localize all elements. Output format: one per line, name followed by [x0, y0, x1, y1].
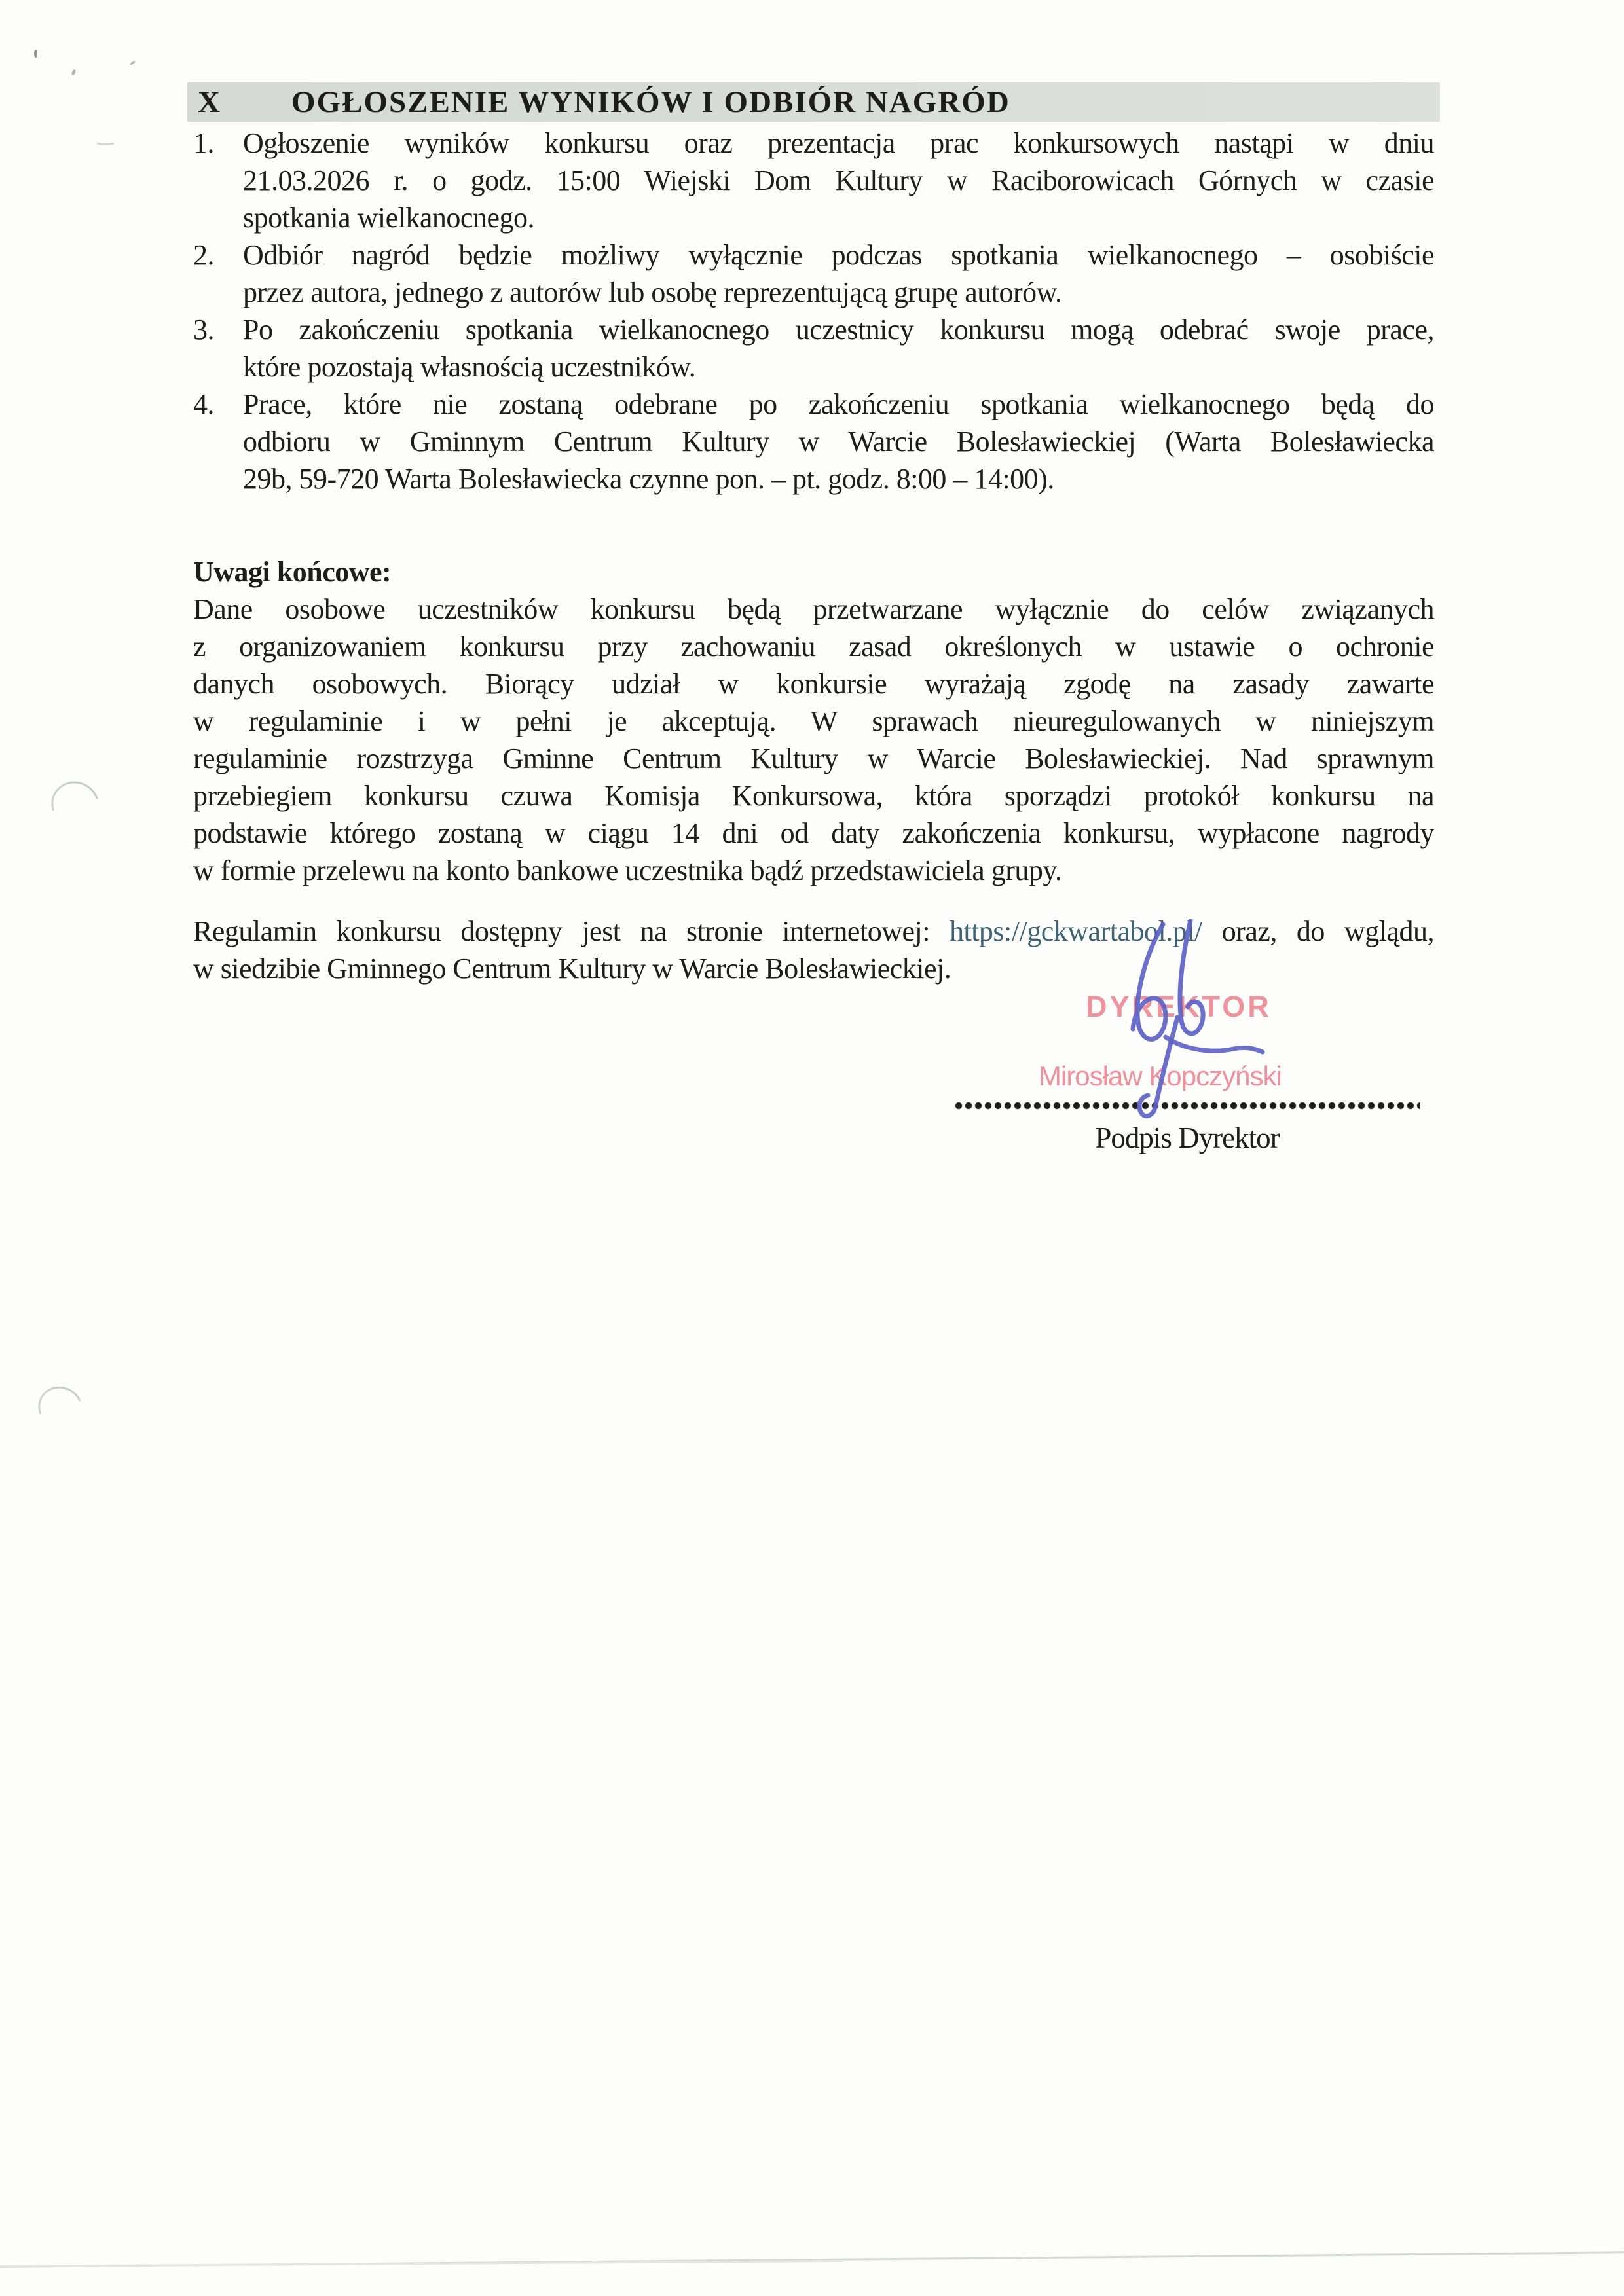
document-body	[193, 124, 1434, 987]
scan-speck	[130, 60, 136, 65]
text-line: spotkania wielkanocnego.	[243, 202, 534, 234]
text-line: odbioru w Gminnym Centrum Kultury w Warcie Bolesławieckiej (Warta Bolesławiecka	[243, 426, 1434, 458]
list-item	[193, 386, 1434, 498]
handwritten-signature	[1100, 919, 1277, 1122]
scan-speck	[71, 69, 76, 75]
list-item-number: 2.	[193, 239, 214, 271]
scan-speck	[34, 50, 37, 58]
text-line: przebiegiem konkursu czuwa Komisja Konkursowa, która sporządzi protokół konkursu na	[193, 780, 1434, 812]
availability-text-before: Regulamin konkursu dostępny jest na stronie internetowej:	[193, 915, 930, 947]
vertical-gap	[193, 889, 1434, 913]
list-item-number: 4.	[193, 388, 214, 420]
scan-arc-mark	[31, 1379, 89, 1436]
text-line: danych osobowych. Biorący udział w konkursie wyrażają zgodę na zasady zawarte	[193, 668, 1434, 700]
text-line: podstawie którego zostaną w ciągu 14 dni od daty zakończenia konkursu, wypłacone nagrody	[193, 817, 1434, 849]
regulations-link[interactable]: https://gckwartabol.pl/	[949, 915, 1202, 947]
text-line: w regulaminie i w pełni je akceptują. W sprawach nieuregulowanych w niniejszym	[193, 705, 1434, 737]
final-remarks-paragraph	[193, 591, 1434, 889]
text-line: z organizowaniem konkursu przy zachowaniu zasad określonych w ustawie o ochronie	[193, 630, 1434, 663]
text-line: Po zakończeniu spotkania wielkanocnego uczestnicy konkursu mogą odebrać swoje prace,	[243, 314, 1434, 346]
text-line: w siedzibie Gminnego Centrum Kultury w Warcie Bolesławieckiej.	[193, 953, 951, 985]
section-header	[187, 82, 1440, 122]
text-line: 21.03.2026 r. o godz. 15:00 Wiejski Dom Kultury w Raciborowicach Górnych w czasie	[243, 164, 1434, 196]
section-title: OGŁOSZENIE WYNIKÓW I ODBIÓR NAGRÓD	[291, 85, 1010, 119]
signature-caption: Podpis Dyrektor	[1095, 1121, 1280, 1154]
text-line: Odbiór nagród będzie możliwy wyłącznie podczas spotkania wielkanocnego – osobiście	[243, 239, 1434, 271]
list-item-number: 1.	[193, 127, 214, 159]
text-line: w formie przelewu na konto bankowe uczestnika bądź przedstawiciela grupy.	[193, 854, 1062, 886]
director-stamp-name: Mirosław Kopczyński	[1039, 1061, 1282, 1091]
list-item	[193, 124, 1434, 236]
text-line: Dane osobowe uczestników konkursu będą przetwarzane wyłącznie do celów związanych	[193, 593, 1434, 625]
section-number: X	[198, 85, 221, 119]
text-line: regulaminie rozstrzyga Gminne Centrum Kultury w Warcie Bolesławieckiej. Nad sprawnym	[193, 742, 1434, 774]
list-item	[193, 311, 1434, 386]
director-stamp-role: DYREKTOR	[1086, 990, 1272, 1023]
scan-arc-mark	[43, 773, 107, 837]
text-line: przez autora, jednego z autorów lub osobę reprezentującą grupę autorów.	[243, 276, 1062, 308]
final-remarks-heading: Uwagi końcowe:	[193, 556, 392, 588]
text-line: Prace, które nie zostaną odebrane po zakończeniu spotkania wielkanocnego będą do	[243, 388, 1434, 420]
list-item	[193, 236, 1434, 311]
text-line: które pozostają własnością uczestników.	[243, 351, 696, 383]
vertical-gap	[193, 498, 1434, 553]
text-line: Ogłoszenie wyników konkursu oraz prezentacja prac konkursowych nastąpi w dniu	[243, 127, 1434, 159]
scan-paper-edge	[0, 2260, 843, 2267]
list-item-number: 3.	[193, 314, 214, 346]
scan-speck	[97, 143, 114, 145]
text-line: 29b, 59-720 Warta Bolesławiecka czynne pon. – pt. godz. 8:00 – 14:00).	[243, 463, 1054, 495]
availability-text-after: oraz, do wglądu,	[1221, 915, 1434, 947]
